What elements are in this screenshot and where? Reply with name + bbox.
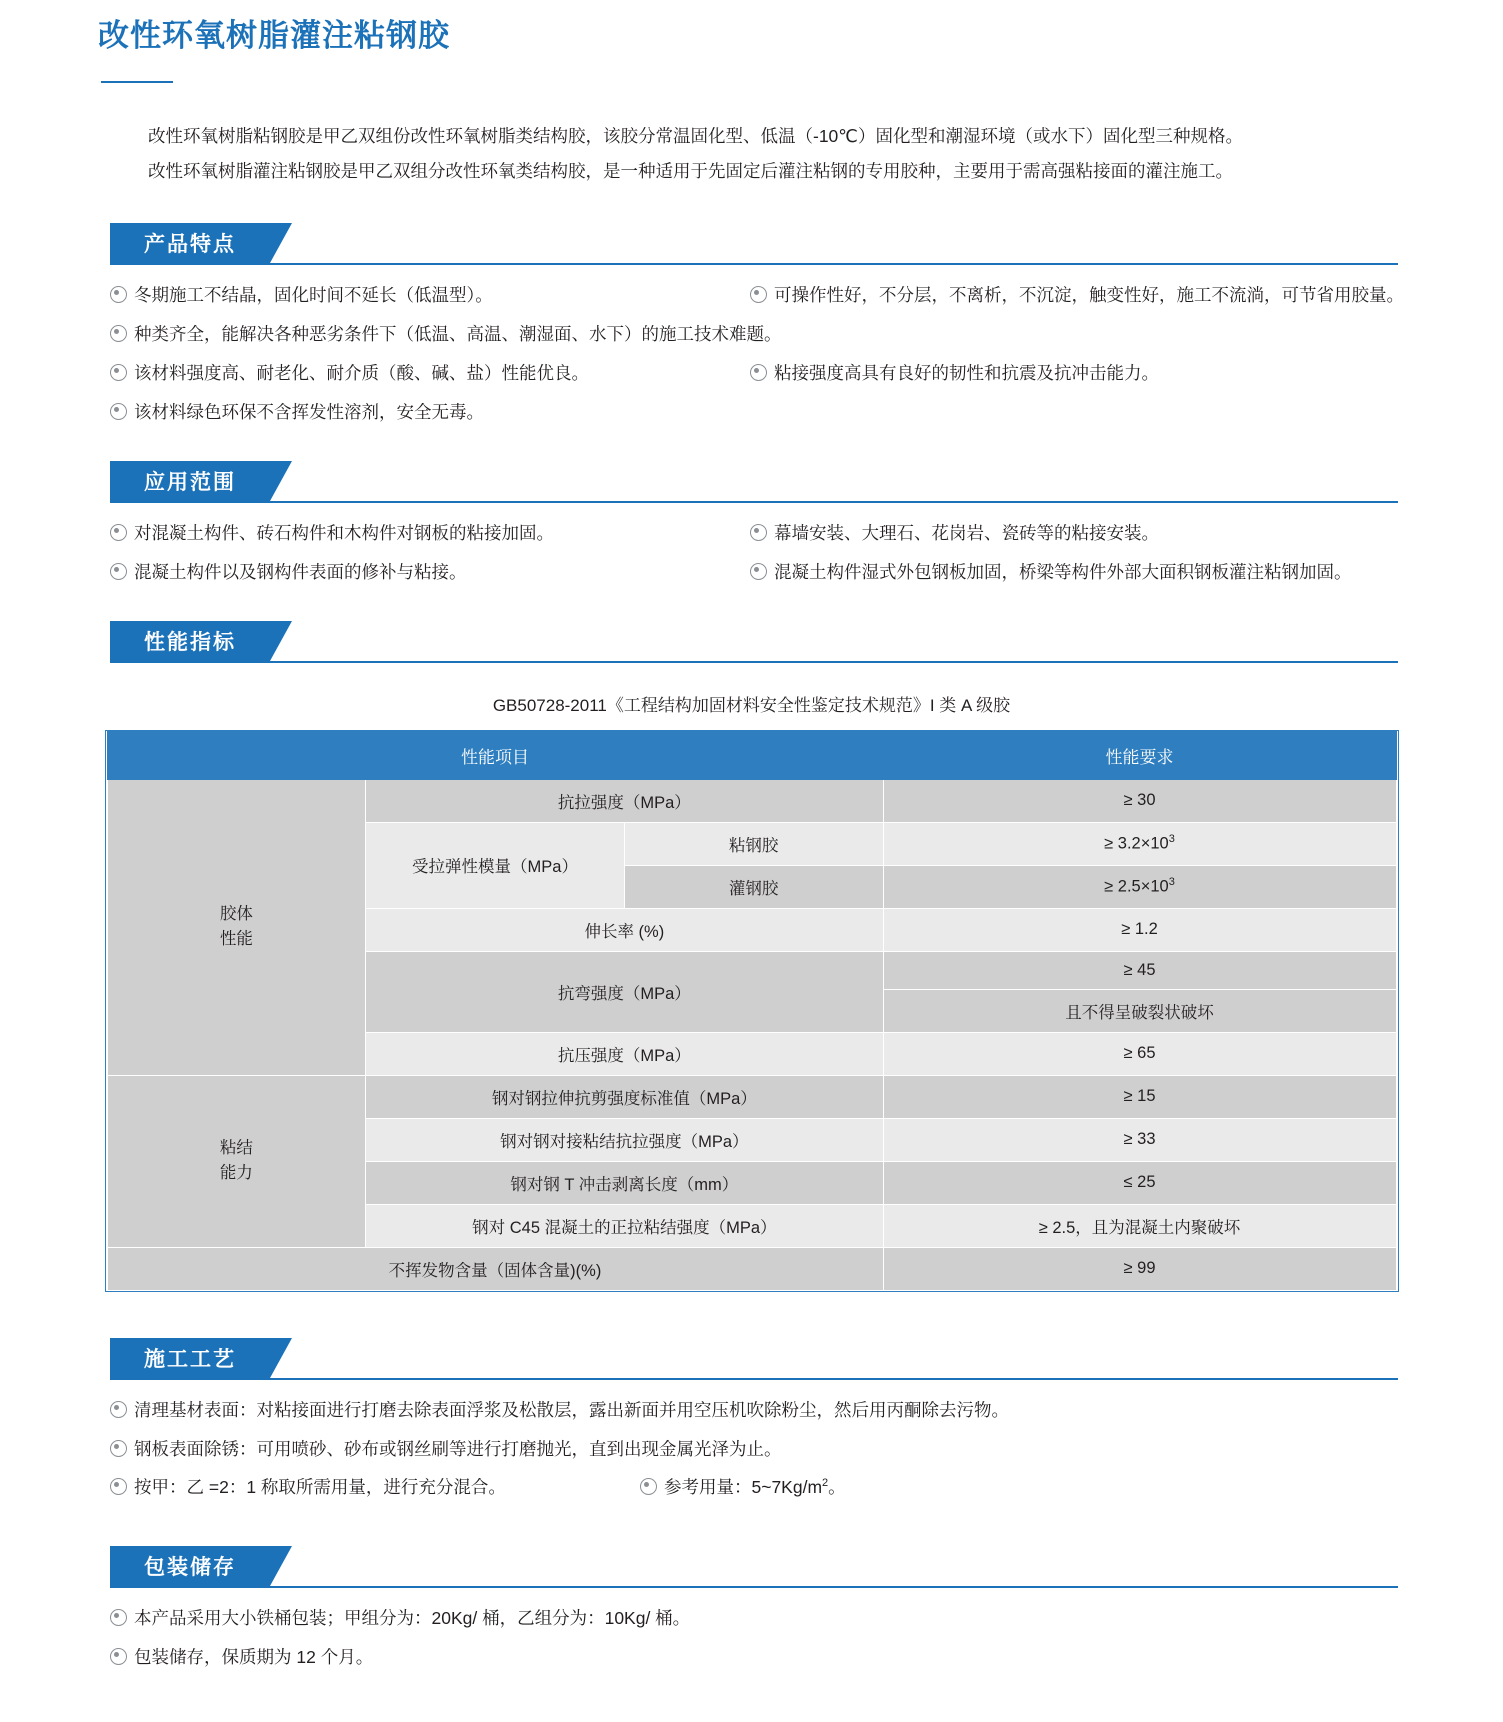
list-row (110, 558, 1443, 587)
section-rule (110, 263, 1398, 265)
table-cell-requirement: ≥ 1.2 (883, 908, 1396, 951)
table-row (107, 779, 1396, 822)
table-cell-subitem: 灌钢胶 (624, 865, 883, 908)
table-cell-requirement: ≥ 99 (883, 1247, 1396, 1290)
table-cell-requirement: ≥ 33 (883, 1118, 1396, 1161)
table-row (107, 1247, 1396, 1290)
section-title-features: 产品特点 (110, 223, 270, 263)
bullet-circle-icon (110, 1609, 127, 1626)
section-tag-tail (270, 1338, 292, 1378)
list-item-label: 清理基材表面：对粘接面进行打磨去除表面浮浆及松散层，露出新面并用空压机吹除粉尘，然后用丙酮除去污物。 (134, 1399, 1009, 1420)
table-col-header-requirement: 性能要求 (883, 731, 1396, 779)
performance-table-wrapper (105, 730, 1399, 1292)
intro-line-1: 改性环氧树脂粘钢胶是甲乙双组份改性环氧树脂类结构胶，该胶分常温固化型、低温（-10℃）固化型和潮湿环境（或水下）固化型三种规格。 (148, 126, 1243, 147)
dosage-suffix: 。 (828, 1477, 846, 1498)
table-header-row (107, 731, 1396, 779)
page-bottom-spacer (0, 1682, 1503, 1722)
bullet-circle-icon (110, 1648, 127, 1665)
list-row (110, 320, 1443, 349)
list-item-label: 混凝土构件湿式外包钢板加固，桥梁等构件外部大面积钢板灌注粘钢加固。 (774, 561, 1352, 582)
table-cell-subitem: 粘钢胶 (624, 822, 883, 865)
list-item (750, 281, 1443, 310)
list-item (110, 320, 1443, 349)
list-item-label: 幕墙安装、大理石、花岗岩、瓷砖等的粘接安装。 (774, 522, 1159, 543)
bullet-circle-icon (750, 364, 767, 381)
section-header-process (110, 1338, 300, 1378)
list-item (110, 1435, 1443, 1464)
list-row (110, 1643, 1443, 1672)
table-cell-requirement: 且不得呈破裂状破坏 (883, 989, 1396, 1032)
list-item-label: 混凝土构件以及钢构件表面的修补与粘接。 (134, 561, 467, 582)
section-rule (110, 1586, 1398, 1588)
section-header-application (110, 461, 300, 501)
list-item-label: 粘接强度高具有良好的韧性和抗震及抗冲击能力。 (774, 363, 1159, 384)
list-item-label: 可操作性好，不分层，不离析，不沉淀，触变性好，施工不流淌，可节省用胶量。 (774, 285, 1404, 306)
bullet-circle-icon (750, 563, 767, 580)
section-header-performance (110, 621, 300, 661)
section-tag-tail (270, 461, 292, 501)
list-item (110, 1396, 1443, 1425)
application-list (0, 519, 1503, 587)
table-cell-item: 钢对钢 T 冲击剥离长度（mm） (366, 1161, 883, 1204)
list-item (110, 1473, 640, 1502)
list-item (750, 519, 1443, 548)
title-block (0, 0, 1503, 83)
section-application (0, 461, 1503, 587)
list-item-label: 本产品采用大小铁桶包装；甲组分为：20Kg/ 桶，乙组分为：10Kg/ 桶。 (134, 1608, 691, 1629)
process-list (0, 1396, 1503, 1503)
table-cell-item: 伸长率 (%) (366, 908, 883, 951)
list-item (110, 1604, 1443, 1633)
table-cell-requirement: ≥ 45 (883, 951, 1396, 989)
table-cell-requirement (883, 865, 1396, 908)
req-value: ≥ 2.5×10 (1104, 877, 1169, 896)
table-cell-requirement: ≥ 15 (883, 1075, 1396, 1118)
bullet-circle-icon (110, 524, 127, 541)
list-item-label: 对混凝土构件、砖石构件和木构件对钢板的粘接加固。 (134, 522, 554, 543)
list-row (110, 1396, 1443, 1425)
packaging-list (0, 1604, 1503, 1672)
intro-paragraphs (0, 119, 1503, 189)
table-cell-requirement: ≥ 65 (883, 1032, 1396, 1075)
list-item (110, 558, 750, 587)
list-item (110, 359, 750, 388)
section-tag-tail (270, 223, 292, 263)
section-tag-tail (270, 1546, 292, 1586)
list-item (750, 359, 1443, 388)
features-list (0, 281, 1503, 427)
section-header-features (110, 223, 300, 263)
bullet-circle-icon (110, 1440, 127, 1457)
list-item-label (664, 1473, 846, 1502)
section-header-packaging (110, 1546, 300, 1586)
list-row (110, 359, 1443, 388)
req-value: ≥ 3.2×10 (1104, 834, 1169, 853)
table-cell-item: 钢对钢对接粘结抗拉强度（MPa） (366, 1118, 883, 1161)
list-item (110, 519, 750, 548)
table-cell-item: 不挥发物含量（固体含量)(%) (107, 1247, 883, 1290)
req-exponent: 3 (1168, 876, 1175, 889)
table-cell-requirement: ≤ 25 (883, 1161, 1396, 1204)
table-cell-item: 抗压强度（MPa） (366, 1032, 883, 1075)
list-item (110, 398, 1443, 427)
bullet-circle-icon (110, 325, 127, 342)
section-tag-tail (270, 621, 292, 661)
list-item-label: 冬期施工不结晶，固化时间不延长（低温型）。 (134, 285, 493, 306)
list-item-label: 钢板表面除锈：可用喷砂、砂布或钢丝刷等进行打磨抛光，直到出现金属光泽为止。 (134, 1438, 782, 1459)
section-rule (110, 661, 1398, 663)
list-item (110, 281, 750, 310)
bullet-circle-icon (750, 286, 767, 303)
table-cell-item: 抗拉强度（MPa） (366, 779, 883, 822)
table-row (107, 1075, 1396, 1118)
section-title-performance: 性能指标 (110, 621, 270, 661)
table-caption: GB50728-2011《工程结构加固材料安全性鉴定技术规范》I 类 A 级胶 (492, 695, 1011, 715)
list-item (110, 1643, 1443, 1672)
list-item (640, 1473, 1443, 1502)
table-cell-item: 受拉弹性模量（MPa） (366, 822, 625, 908)
table-cell-requirement: ≥ 2.5，且为混凝土内聚破坏 (883, 1204, 1396, 1247)
table-cell-item: 钢对 C45 混凝土的正拉粘结强度（MPa） (366, 1204, 883, 1247)
section-title-application: 应用范围 (110, 461, 270, 501)
section-title-process: 施工工艺 (110, 1338, 270, 1378)
bullet-circle-icon (110, 1478, 127, 1495)
bullet-circle-icon (110, 286, 127, 303)
list-item-label: 该材料强度高、耐老化、耐介质（酸、碱、盐）性能优良。 (134, 363, 589, 384)
list-item-label: 该材料绿色环保不含挥发性溶剂，安全无毒。 (134, 402, 484, 423)
list-row (110, 281, 1443, 310)
list-row (110, 519, 1443, 548)
list-row (110, 398, 1443, 427)
section-performance (0, 621, 1503, 1292)
intro-line-2: 改性环氧树脂灌注粘钢胶是甲乙双组分改性环氧类结构胶，是一种适用于先固定后灌注粘钢的专用胶种，主要用于需高强粘接面的灌注施工。 (148, 161, 1233, 182)
table-cell-requirement (883, 822, 1396, 865)
bullet-circle-icon (110, 403, 127, 420)
bullet-circle-icon (110, 563, 127, 580)
title-underline (101, 81, 173, 83)
row-group-label-gel: 胶体 性能 (107, 779, 366, 1075)
performance-table (107, 731, 1397, 1291)
bullet-circle-icon (110, 364, 127, 381)
req-exponent: 3 (1168, 833, 1175, 846)
section-packaging (0, 1546, 1503, 1672)
list-row (110, 1604, 1443, 1633)
table-cell-item: 抗弯强度（MPa） (366, 951, 883, 1032)
table-col-header-item: 性能项目 (107, 731, 883, 779)
list-item-label: 按甲：乙 =2：1 称取所需用量，进行充分混合。 (134, 1477, 506, 1498)
section-features (0, 223, 1503, 427)
list-row (110, 1473, 1443, 1502)
dosage-text: 参考用量：5~7Kg/m (664, 1477, 823, 1498)
row-group-label-bond: 粘结 能力 (107, 1075, 366, 1247)
table-cell-requirement: ≥ 30 (883, 779, 1396, 822)
section-process (0, 1338, 1503, 1503)
section-rule (110, 501, 1398, 503)
list-row (110, 1435, 1443, 1464)
bullet-circle-icon (640, 1478, 657, 1495)
list-item-label: 包装储存，保质期为 12 个月。 (134, 1647, 374, 1668)
page-title: 改性环氧树脂灌注粘钢胶 (98, 18, 450, 53)
bullet-circle-icon (750, 524, 767, 541)
dosage-exponent: 2 (822, 1477, 829, 1490)
section-title-packaging: 包装储存 (110, 1546, 270, 1586)
table-cell-item: 钢对钢拉伸抗剪强度标准值（MPa） (366, 1075, 883, 1118)
bullet-circle-icon (110, 1401, 127, 1418)
list-item (750, 558, 1443, 587)
section-rule (110, 1378, 1398, 1380)
list-item-label: 种类齐全，能解决各种恶劣条件下（低温、高温、潮湿面、水下）的施工技术难题。 (134, 324, 782, 345)
